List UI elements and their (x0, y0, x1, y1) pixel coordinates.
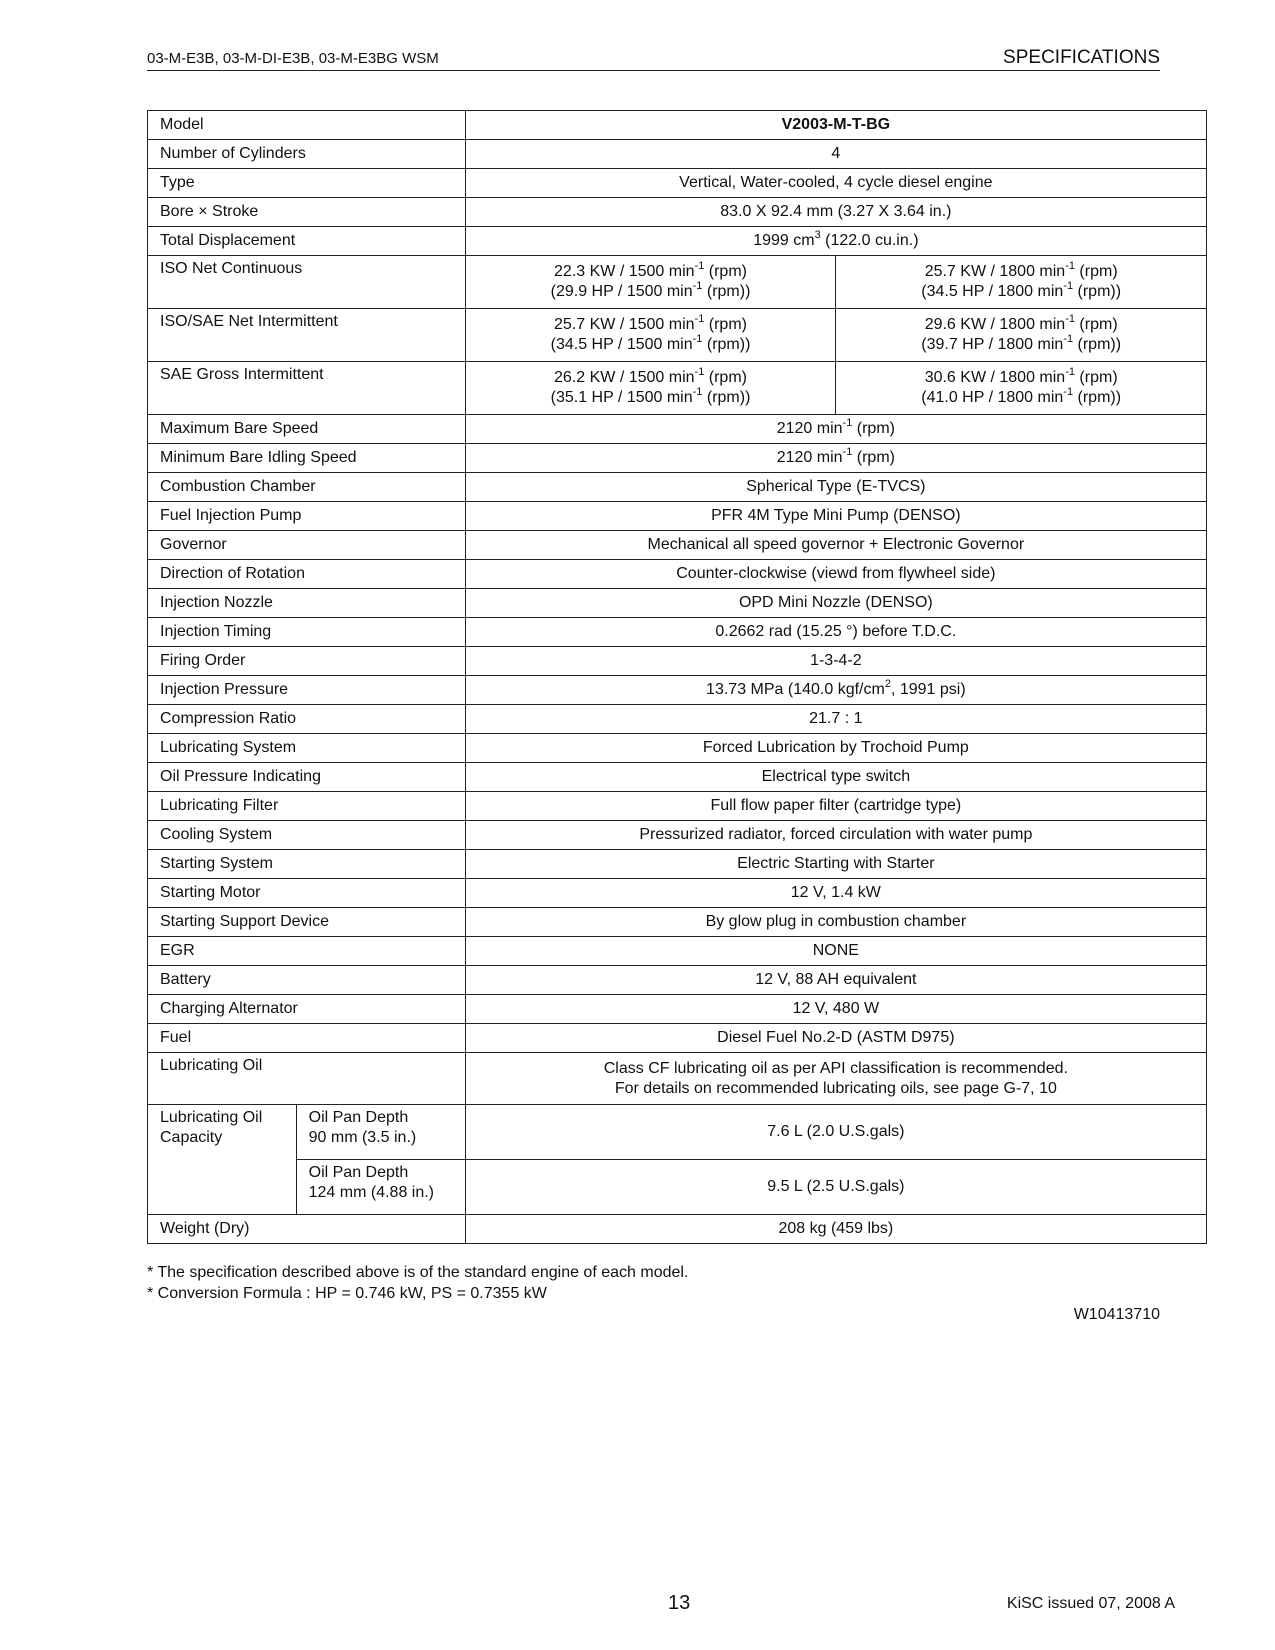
table-row (148, 444, 1207, 473)
section-title: SPECIFICATIONS (1003, 47, 1160, 68)
value-text: (34.5 HP / 1500 min (550, 336, 693, 353)
table-row (148, 647, 1207, 676)
row-value: Full flow paper filter (cartridge type) (465, 792, 1206, 821)
table-row (148, 140, 1207, 169)
table-row (148, 995, 1207, 1024)
row-label: Starting Motor (148, 879, 466, 908)
table-row (148, 1105, 1207, 1160)
superscript: -1 (842, 445, 853, 458)
row-value: Pressurized radiator, forced circulation with water pump (465, 821, 1206, 850)
table-row (148, 850, 1207, 879)
row-value: Electrical type switch (465, 763, 1206, 792)
value-text: (34.5 HP / 1800 min (921, 283, 1064, 300)
row-value: Forced Lubrication by Trochoid Pump (465, 734, 1206, 763)
superscript: -1 (1063, 385, 1074, 398)
row-value: 12 V, 88 AH equivalent (465, 966, 1206, 995)
row-label: Charging Alternator (148, 995, 466, 1024)
row-label: Battery (148, 966, 466, 995)
row-value (465, 444, 1206, 473)
row-label: Weight (Dry) (148, 1215, 466, 1244)
value-text: (rpm) (1074, 263, 1118, 280)
row-label: Model (148, 111, 466, 140)
superscript: -1 (1063, 279, 1074, 292)
value-text: (rpm) (1074, 316, 1118, 333)
row-value (465, 227, 1206, 256)
row-label: Starting Support Device (148, 908, 466, 937)
row-label: Bore × Stroke (148, 198, 466, 227)
value-text: (rpm) (852, 449, 895, 466)
header-divider (147, 70, 1160, 71)
value-text: (rpm)) (1073, 336, 1122, 353)
value-text: (41.0 HP / 1800 min (921, 389, 1064, 406)
superscript: -1 (1065, 259, 1075, 272)
value-text: (39.7 HP / 1800 min (921, 336, 1064, 353)
superscript: 2 (884, 677, 891, 690)
table-row (148, 792, 1207, 821)
value-text: (rpm)) (702, 389, 751, 406)
value-text: (rpm)) (702, 336, 751, 353)
issue-info: KiSC issued 07, 2008 A (1006, 1595, 1175, 1612)
table-row (148, 705, 1207, 734)
page-number: 13 (668, 1592, 691, 1614)
row-value-1500 (465, 362, 836, 415)
row-label: Starting System (148, 850, 466, 879)
label-line: 124 mm (4.88 in.) (308, 1184, 435, 1201)
row-label: Injection Pressure (148, 676, 466, 705)
row-label: Lubricating Filter (148, 792, 466, 821)
row-value (465, 415, 1206, 444)
row-value-1500 (465, 256, 836, 309)
table-row (148, 362, 1207, 415)
model-value: V2003-M-T-BG (465, 111, 1206, 140)
row-label: Minimum Bare Idling Speed (148, 444, 466, 473)
row-value: OPD Mini Nozzle (DENSO) (465, 589, 1206, 618)
table-row (148, 908, 1207, 937)
superscript: -1 (694, 259, 705, 272)
row-value: 12 V, 480 W (465, 995, 1206, 1024)
row-value: PFR 4M Type Mini Pump (DENSO) (465, 502, 1206, 531)
superscript: -1 (1063, 332, 1074, 345)
superscript: -1 (1065, 312, 1075, 325)
value-text: 30.6 KW / 1800 min (924, 369, 1066, 386)
value-text: 25.7 KW / 1500 min (554, 316, 695, 333)
row-value (465, 1053, 1206, 1105)
row-value-1800 (836, 256, 1207, 309)
superscript: -1 (1065, 365, 1075, 378)
table-row (148, 1053, 1207, 1105)
table-row (148, 415, 1207, 444)
row-value (465, 676, 1206, 705)
row-label: Combustion Chamber (148, 473, 466, 502)
specifications-table (147, 110, 1207, 1244)
table-row (148, 560, 1207, 589)
value-text: (35.1 HP / 1500 min (550, 389, 693, 406)
row-value: 21.7 : 1 (465, 705, 1206, 734)
row-label: Maximum Bare Speed (148, 415, 466, 444)
value-text: 29.6 KW / 1800 min (924, 316, 1066, 333)
footnote: * The specification described above is of the standard engine of each model. (147, 1264, 689, 1281)
value-text: (rpm)) (702, 283, 751, 300)
value-text: 26.2 KW / 1500 min (554, 369, 695, 386)
value-text: (rpm) (704, 369, 747, 386)
table-row (148, 937, 1207, 966)
table-row (148, 966, 1207, 995)
value-line: For details on recommended lubricating oils, see page G-7, 10 (614, 1079, 1057, 1097)
row-value: Electric Starting with Starter (465, 850, 1206, 879)
row-label: SAE Gross Intermittent (148, 362, 466, 415)
superscript: -1 (692, 279, 703, 292)
table-row (148, 734, 1207, 763)
row-label: Direction of Rotation (148, 560, 466, 589)
value-text: (122.0 cu.in.) (820, 232, 919, 249)
row-value: 0.2662 rad (15.25 °) before T.D.C. (465, 618, 1206, 647)
value-text: 2120 min (776, 420, 843, 437)
table-row (148, 531, 1207, 560)
table-row (148, 618, 1207, 647)
row-label: Type (148, 169, 466, 198)
sub-label (296, 1160, 465, 1215)
superscript: 3 (814, 228, 821, 241)
row-label: Governor (148, 531, 466, 560)
row-value: 4 (465, 140, 1206, 169)
row-value: 83.0 X 92.4 mm (3.27 X 3.64 in.) (465, 198, 1206, 227)
row-label: Lubricating System (148, 734, 466, 763)
row-value: By glow plug in combustion chamber (465, 908, 1206, 937)
row-value: 12 V, 1.4 kW (465, 879, 1206, 908)
value-text: (rpm) (1074, 369, 1118, 386)
row-label: ISO Net Continuous (148, 256, 466, 309)
table-row (148, 473, 1207, 502)
table-row (148, 1160, 1207, 1215)
row-value: Spherical Type (E-TVCS) (465, 473, 1206, 502)
superscript: -1 (692, 385, 703, 398)
row-value: 1-3-4-2 (465, 647, 1206, 676)
row-label: Injection Timing (148, 618, 466, 647)
table-row (148, 821, 1207, 850)
footnote: * Conversion Formula : HP = 0.746 kW, PS = 0.7355 kW (147, 1285, 547, 1302)
row-label: EGR (148, 937, 466, 966)
table-row (148, 256, 1207, 309)
row-label (148, 1105, 297, 1215)
row-value-1800 (836, 362, 1207, 415)
reference-code: W10413710 (1073, 1306, 1160, 1323)
label-line: 90 mm (3.5 in.) (308, 1129, 417, 1146)
value-text: 2120 min (776, 449, 843, 466)
table-row (148, 763, 1207, 792)
row-value: Diesel Fuel No.2-D (ASTM D975) (465, 1024, 1206, 1053)
label-line: Oil Pan Depth (308, 1164, 409, 1181)
table-row (148, 502, 1207, 531)
table-row (148, 198, 1207, 227)
table-row (148, 879, 1207, 908)
superscript: -1 (694, 312, 705, 325)
value-text: (rpm) (704, 316, 747, 333)
row-value: 7.6 L (2.0 U.S.gals) (465, 1105, 1206, 1160)
row-label: Compression Ratio (148, 705, 466, 734)
table-row (148, 676, 1207, 705)
superscript: -1 (692, 332, 703, 345)
label-line: Oil Pan Depth (308, 1109, 409, 1126)
row-label: Fuel Injection Pump (148, 502, 466, 531)
row-label: Oil Pressure Indicating (148, 763, 466, 792)
row-label: Injection Nozzle (148, 589, 466, 618)
row-value: 208 kg (459 lbs) (465, 1215, 1206, 1244)
row-value: NONE (465, 937, 1206, 966)
table-row (148, 227, 1207, 256)
row-label: Total Displacement (148, 227, 466, 256)
table-row (148, 309, 1207, 362)
table-row (148, 589, 1207, 618)
value-text: (rpm) (704, 263, 747, 280)
value-text: (rpm)) (1073, 389, 1122, 406)
footnotes (147, 1262, 688, 1304)
row-label: Firing Order (148, 647, 466, 676)
sub-label (296, 1105, 465, 1160)
superscript: -1 (694, 365, 705, 378)
document-id: 03-M-E3B, 03-M-DI-E3B, 03-M-E3BG WSM (147, 50, 439, 67)
table-row (148, 111, 1207, 140)
row-value-1500 (465, 309, 836, 362)
row-value: Vertical, Water-cooled, 4 cycle diesel engine (465, 169, 1206, 198)
row-label: Number of Cylinders (148, 140, 466, 169)
row-label: Lubricating Oil (148, 1053, 466, 1105)
label-line: Lubricating Oil (160, 1109, 263, 1126)
row-label: ISO/SAE Net Intermittent (148, 309, 466, 362)
value-text: (rpm) (852, 420, 895, 437)
table-row (148, 1024, 1207, 1053)
value-text: (29.9 HP / 1500 min (550, 283, 693, 300)
value-text: , 1991 psi) (890, 681, 966, 698)
row-label: Cooling System (148, 821, 466, 850)
value-line: Class CF lubricating oil as per API classification is recommended. (603, 1059, 1068, 1077)
value-text: 22.3 KW / 1500 min (554, 263, 695, 280)
row-value: Mechanical all speed governor + Electronic Governor (465, 531, 1206, 560)
table-row (148, 1215, 1207, 1244)
value-text: 1999 cm (753, 232, 815, 249)
row-value: 9.5 L (2.5 U.S.gals) (465, 1160, 1206, 1215)
row-value: Counter-clockwise (viewd from flywheel side) (465, 560, 1206, 589)
value-text: (rpm)) (1073, 283, 1122, 300)
value-text: 25.7 KW / 1800 min (924, 263, 1066, 280)
row-value-1800 (836, 309, 1207, 362)
superscript: -1 (842, 416, 853, 429)
label-line: Capacity (160, 1129, 223, 1146)
value-text: 13.73 MPa (140.0 kgf/cm (706, 681, 885, 698)
row-label: Fuel (148, 1024, 466, 1053)
table-row (148, 169, 1207, 198)
